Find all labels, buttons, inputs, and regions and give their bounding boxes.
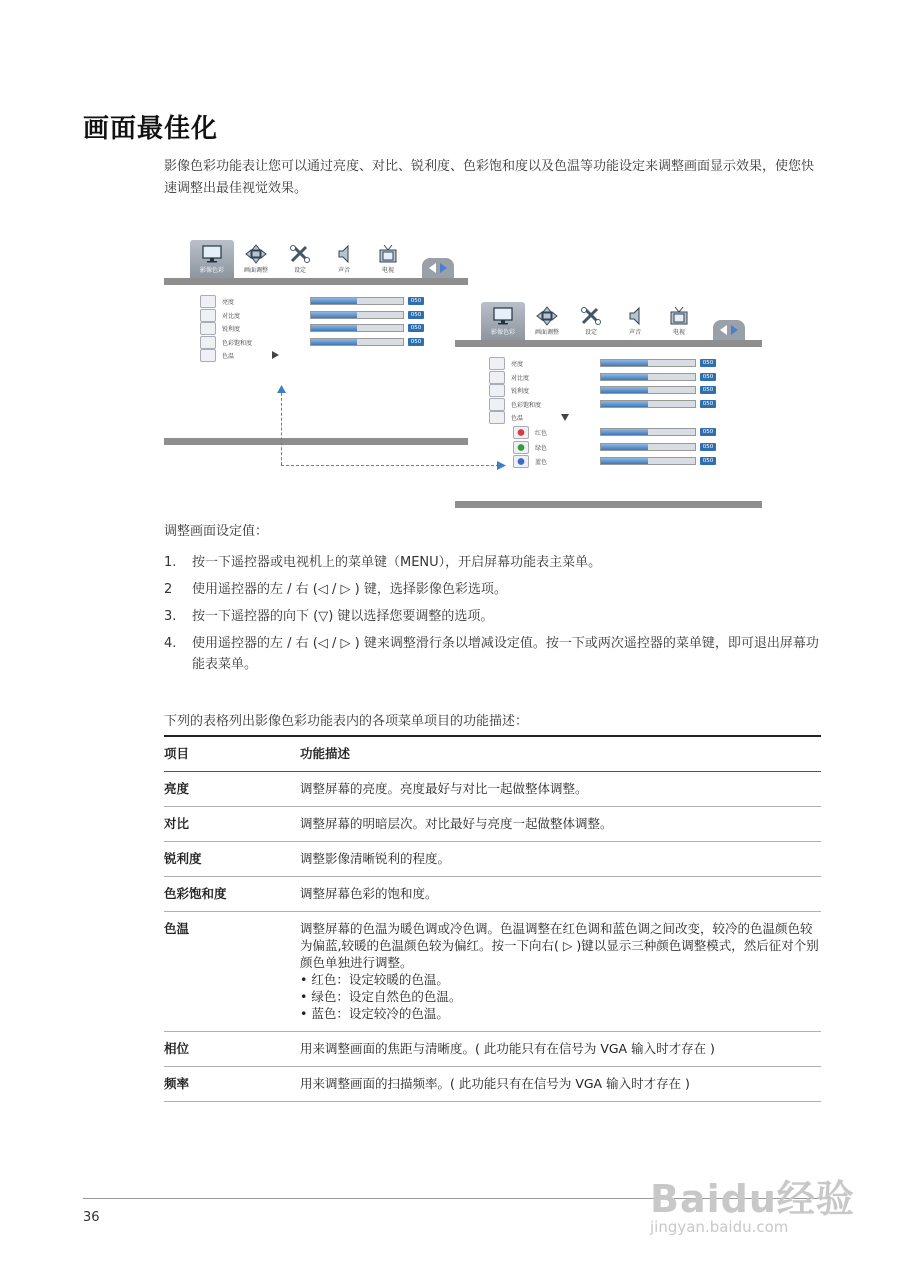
- osd-item-row: [489, 357, 756, 370]
- osd-tab-label: 画面调整: [243, 267, 268, 274]
- osd-slider-fill: [601, 401, 648, 407]
- arrows-icon: [525, 306, 569, 326]
- osd-top-bar: [455, 340, 762, 347]
- arrow-up-icon: [277, 385, 286, 394]
- step-number: 3.: [164, 609, 177, 624]
- osd-subitem-row: [513, 441, 760, 454]
- table-row: [164, 912, 821, 1032]
- osd-tab-0[interactable]: [481, 302, 525, 342]
- bullet-green: • 绿色：设定自然色的色温。: [300, 989, 462, 1004]
- left-right-arrows-icon: [422, 263, 454, 273]
- osd-slider-fill: [311, 325, 357, 331]
- osd-item-label: 亮度: [222, 299, 235, 306]
- table-row: [164, 842, 821, 877]
- header-desc: 功能描述: [300, 736, 821, 772]
- bullet-red: • 红色：设定较暖的色温。: [300, 972, 449, 987]
- osd-value: 050: [700, 400, 716, 408]
- osd-tab-label: 声音: [337, 267, 350, 274]
- tools-icon: [278, 244, 322, 264]
- step-item: [164, 606, 824, 627]
- osd-value: 050: [700, 373, 716, 381]
- row-desc: 调整屏幕的色温为暖色调或冷色调。色温调整在红色调和蓝色调之间改变，较冷的色温颜色较为偏蓝,较暖的色温颜色较为偏红。按一下向右( ▷ )键以显示三种颜色调整模式，然后征对个别颜色单独进行调整。: [300, 921, 819, 970]
- step-text: 使用遥控器的左 / 右 (◁ / ▷ ) 键，选择影像色彩选项。: [192, 582, 507, 597]
- osd-top-bar: [164, 278, 468, 285]
- row-item: 频率: [164, 1067, 300, 1102]
- osd-nav-tab[interactable]: [422, 258, 454, 278]
- osd-item-label: 锐利度: [222, 326, 241, 333]
- monitor-icon: [481, 306, 525, 326]
- osd-subitem-label: 绿色: [535, 444, 548, 452]
- row-desc-cell: [300, 912, 821, 1032]
- osd-item-label: 对比度: [222, 312, 241, 320]
- osd-tab-0[interactable]: [190, 240, 234, 280]
- osd-slider[interactable]: [310, 338, 404, 346]
- row-item: 亮度: [164, 772, 300, 807]
- osd-tab-label: 电视: [381, 267, 394, 274]
- step-item: [164, 552, 824, 573]
- row-desc: 用来调整画面的扫描频率。( 此功能只有在信号为 VGA 输入时才存在 ): [300, 1067, 821, 1102]
- osd-value: 050: [408, 311, 424, 319]
- bullet-blue: • 蓝色：设定较冷的色温。: [300, 1006, 449, 1021]
- page-number: 36: [83, 1210, 100, 1225]
- arrow-right-icon: [497, 461, 506, 470]
- osd-tab-4[interactable]: [657, 302, 701, 342]
- step-number: 2: [164, 582, 173, 597]
- osd-item-label: 对比度: [511, 374, 530, 382]
- osd-item-label: 色温: [222, 353, 235, 360]
- header-item: 项目: [164, 736, 300, 772]
- osd-item-icon: [200, 322, 216, 335]
- osd-slider-fill: [601, 360, 648, 366]
- osd-item-label: 色彩饱和度: [222, 339, 253, 347]
- osd-item-row: [489, 398, 756, 411]
- osd-tab-label: 影像色彩: [199, 267, 224, 274]
- osd-item-label: 色温: [511, 415, 524, 422]
- osd-value: 050: [408, 338, 424, 346]
- osd-slider[interactable]: [600, 443, 696, 451]
- step-item: [164, 633, 824, 675]
- osd-subitem-label: 红色: [535, 430, 548, 437]
- osd-slider[interactable]: [310, 297, 404, 305]
- osd-item-label: 亮度: [511, 361, 524, 368]
- osd-item-icon: [489, 398, 505, 411]
- osd-item-icon: [489, 357, 505, 370]
- table-row: [164, 772, 821, 807]
- left-right-arrows-icon: [713, 325, 745, 335]
- osd-tab-label: 设定: [584, 329, 597, 336]
- osd-tab-3[interactable]: [322, 240, 366, 280]
- osd-slider-fill: [601, 429, 648, 435]
- osd-tab-label: 影像色彩: [490, 329, 515, 336]
- watermark-brand: Baidu经验: [650, 1177, 855, 1221]
- osd-slider-fill: [311, 298, 357, 304]
- step-text: 按一下遥控器的向下 (▽) 键以选择您要调整的选项。: [192, 609, 494, 624]
- osd-item-icon: [489, 371, 505, 384]
- osd-value: 050: [408, 297, 424, 305]
- table-row: [164, 1032, 821, 1067]
- row-item: 对比: [164, 807, 300, 842]
- osd-tab-label: 声音: [628, 329, 641, 336]
- osd-subitem-label: 蓝色: [535, 459, 548, 466]
- tools-icon: [569, 306, 613, 326]
- flow-connector-vertical: [281, 393, 282, 465]
- osd-slider[interactable]: [600, 359, 696, 367]
- step-text: 使用遥控器的左 / 右 (◁ / ▷ ) 键来调整滑行条以增减设定值。按一下或两次遥控器的菜单键，即可退出屏幕功能表菜单。: [192, 636, 819, 672]
- step-number: 1.: [164, 555, 177, 570]
- osd-item-icon: [200, 336, 216, 349]
- osd-item-row: [200, 309, 464, 322]
- speaker-icon: [613, 306, 657, 326]
- osd-item-icon: [200, 295, 216, 308]
- row-desc: 调整影像清晰锐利的程度。: [300, 842, 821, 877]
- triangle-right-icon: [272, 351, 279, 359]
- table-header-row: [164, 736, 821, 772]
- monitor-icon: [190, 244, 234, 264]
- osd-slider-fill: [601, 444, 648, 450]
- row-desc: 调整屏幕色彩的饱和度。: [300, 877, 821, 912]
- row-item: 锐利度: [164, 842, 300, 877]
- osd-item-row: [489, 411, 756, 424]
- osd-menu-main: [164, 240, 468, 445]
- osd-item-row: [200, 295, 464, 308]
- watermark-site: jingyan.baidu.com: [650, 1218, 789, 1236]
- osd-slider-fill: [311, 339, 357, 345]
- osd-subitem-row: [513, 455, 760, 468]
- osd-slider[interactable]: [310, 311, 404, 319]
- osd-item-row: [200, 349, 464, 362]
- osd-slider-fill: [311, 312, 357, 318]
- osd-tab-label: 画面调整: [534, 329, 559, 336]
- osd-subitem-row: [513, 426, 760, 439]
- watermark: [640, 1150, 860, 1250]
- osd-item-label: 锐利度: [511, 388, 530, 395]
- table-row: [164, 807, 821, 842]
- osd-slider[interactable]: [600, 457, 696, 465]
- row-desc: 用来调整画面的焦距与清晰度。( 此功能只有在信号为 VGA 输入时才存在 ): [300, 1032, 821, 1067]
- osd-slider-fill: [601, 387, 648, 393]
- osd-value: 050: [700, 457, 716, 465]
- osd-item-row: [489, 371, 756, 384]
- osd-item-row: [489, 384, 756, 397]
- osd-slider[interactable]: [600, 400, 696, 408]
- steps-heading: 调整画面设定值：: [164, 524, 269, 539]
- function-table: [164, 735, 821, 1102]
- table-row: [164, 1067, 821, 1102]
- osd-slider[interactable]: [310, 324, 404, 332]
- color-blue-icon: [513, 455, 529, 468]
- osd-item-icon: [489, 411, 505, 424]
- table-caption: 下列的表格列出影像色彩功能表内的各项菜单项目的功能描述：: [164, 714, 529, 729]
- row-item: 色彩饱和度: [164, 877, 300, 912]
- osd-tab-4[interactable]: [366, 240, 410, 280]
- osd-tab-1[interactable]: [525, 302, 569, 342]
- osd-item-label: 色彩饱和度: [511, 401, 542, 409]
- osd-tab-3[interactable]: [613, 302, 657, 342]
- flow-connector-horizontal: [281, 465, 499, 466]
- osd-item-row: [200, 336, 464, 349]
- osd-item-row: [200, 322, 464, 335]
- page-title: 画面最佳化: [83, 114, 219, 144]
- osd-value: 050: [700, 443, 716, 451]
- osd-slider[interactable]: [600, 386, 696, 394]
- osd-slider-fill: [601, 374, 648, 380]
- step-text: 按一下遥控器或电视机上的菜单键（MENU），开启屏幕功能表主菜单。: [192, 555, 602, 570]
- color-red-icon: [513, 426, 529, 439]
- triangle-down-icon: [561, 414, 569, 421]
- osd-slider[interactable]: [600, 428, 696, 436]
- osd-tab-label: 设定: [293, 267, 306, 274]
- osd-bottom-bar: [455, 501, 762, 508]
- osd-item-icon: [489, 384, 505, 397]
- osd-value: 050: [700, 428, 716, 436]
- color-green-icon: [513, 441, 529, 454]
- osd-slider-fill: [601, 458, 648, 464]
- osd-bottom-bar: [164, 438, 468, 445]
- row-desc: 调整屏幕的明暗层次。对比最好与亮度一起做整体调整。: [300, 807, 821, 842]
- row-item: 相位: [164, 1032, 300, 1067]
- osd-tab-2[interactable]: [569, 302, 613, 342]
- tv-icon: [366, 244, 410, 264]
- row-item: 色温: [164, 912, 300, 1032]
- speaker-icon: [322, 244, 366, 264]
- row-desc: 调整屏幕的亮度。亮度最好与对比一起做整体调整。: [300, 772, 821, 807]
- osd-value: 050: [408, 324, 424, 332]
- osd-tab-label: 电视: [672, 329, 685, 336]
- table-row: [164, 877, 821, 912]
- osd-tab-2[interactable]: [278, 240, 322, 280]
- osd-item-icon: [200, 309, 216, 322]
- arrows-icon: [234, 244, 278, 264]
- step-number: 4.: [164, 636, 177, 651]
- osd-nav-tab[interactable]: [713, 320, 745, 340]
- tv-icon: [657, 306, 701, 326]
- osd-menu-color-temp: [455, 302, 762, 508]
- osd-value: 050: [700, 359, 716, 367]
- step-item: [164, 579, 824, 600]
- osd-tab-1[interactable]: [234, 240, 278, 280]
- osd-value: 050: [700, 386, 716, 394]
- intro-paragraph: 影像色彩功能表让您可以通过亮度、对比、锐利度、色彩饱和度以及色温等功能设定来调整画面显示效果，使您快速调整出最佳视觉效果。: [164, 159, 815, 196]
- osd-item-icon: [200, 349, 216, 362]
- osd-slider[interactable]: [600, 373, 696, 381]
